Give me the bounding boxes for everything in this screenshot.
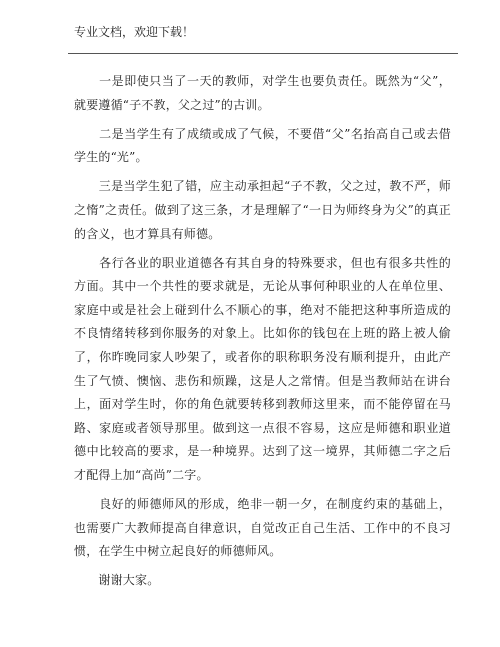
document-body: [74, 70, 451, 598]
page-header-text: 专业文档，欢迎下载！: [74, 25, 195, 39]
paragraph-3: 三是当学生犯了错，应主动承担起“子不教，父之过，教不严，师之惰”之责任。做到了这三条，才是理解了“一日为师终身为父”的真正的含义，也才算具有师德。: [74, 179, 451, 241]
paragraph-6: 谢谢大家。: [74, 573, 160, 588]
paragraph-1: 一是即使只当了一天的教师，对学生也要负责任。既然为“父”，就要遵循“子不教，父之过”的古训。: [74, 74, 451, 112]
header-divider: [68, 53, 458, 54]
paragraph-4: 各行各业的职业道德各有其自身的特殊要求，但也有很多共性的方面。其中一个共性的要求就是，无论从事何种职业的人在单位里、家庭中或是社会上碰到什么不顺心的事，绝对不能把这种事所造成的不良情绪转移到你服务的对象上。比如你的钱包在上班的路上被人偷了，你昨晚同家人吵架了，或者你的职称职务没有顺利提升，由此产生了气愤、懊恼、悲伤和烦躁，这是人之常情。但是当教师站在讲台上，面对学生时，你的角色就要转移到教师这里来，而不能停留在马路、家庭或者领导那里。做到这一点很不容易，这应是师德和职业道德中比较高的要求，是一种境界。达到了这一境界，其师德二字之后才配得上加“高尚”二字。: [74, 255, 451, 482]
paragraph-2: 二是当学生有了成绩或成了气候，不要借“父”名抬高自己或去借学生的“光”。: [74, 126, 451, 165]
paragraph-5: 良好的师德师风的形成，绝非一朝一夕，在制度约束的基础上，也需要广大教师提高自律意识，自觉改正自己生活、工作中的不良习惯，在学生中树立起良好的师德师风。: [74, 497, 451, 559]
